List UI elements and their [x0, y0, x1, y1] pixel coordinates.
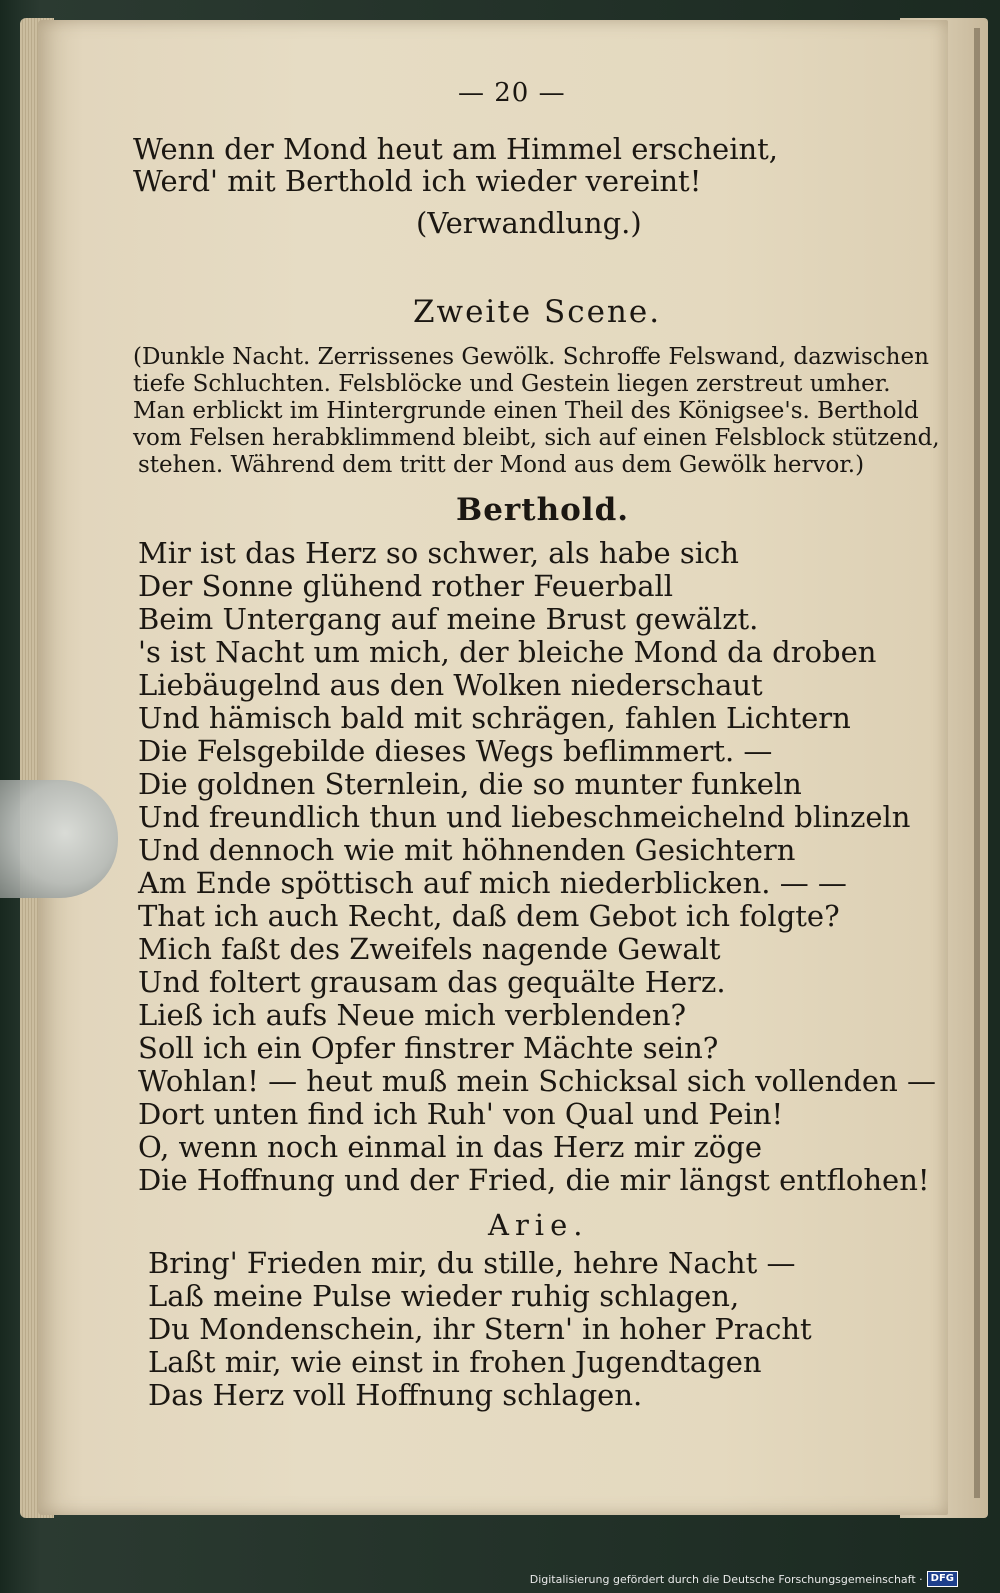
- page-number: — 20 —: [458, 78, 566, 108]
- verse-line: Liebäugelnd aus den Wolken niederschaut: [138, 668, 763, 702]
- speaker-name: Berthold.: [456, 492, 630, 528]
- verse-line: Werd' mit Berthold ich wieder vereint!: [133, 164, 702, 198]
- verse-line: Soll ich ein Opfer finstrer Mächte sein?: [138, 1031, 719, 1065]
- verse-line: Der Sonne glühend rother Feuerball: [138, 569, 674, 603]
- page-text: [38, 20, 948, 1515]
- scene-heading: Zweite Scene.: [413, 294, 662, 330]
- arie-line: Du Mondenschein, ihr Stern' in hoher Pracht: [148, 1312, 812, 1346]
- digitization-footer: [530, 1570, 958, 1588]
- stage-direction-line: (Dunkle Nacht. Zerrissenes Gewölk. Schroffe Felswand, dazwischen: [133, 344, 929, 370]
- verse-line: Mir ist das Herz so schwer, als habe sich: [138, 536, 739, 570]
- verse-line: Die Hoffnung und der Fried, die mir längst entflohen!: [138, 1163, 930, 1197]
- verse-line: That ich auch Recht, daß dem Gebot ich folgte?: [138, 899, 840, 933]
- verse-line: Und hämisch bald mit schrägen, fahlen Lichtern: [138, 701, 851, 735]
- stage-direction-line: vom Felsen herabklimmend bleibt, sich auf einen Felsblock stützend,: [133, 425, 940, 451]
- verse-line: O, wenn noch einmal in das Herz mir zöge: [138, 1130, 762, 1164]
- stage-direction-line: Man erblickt im Hintergrunde einen Theil des Königsee's. Berthold: [133, 398, 919, 424]
- thumb-holding-page: [0, 780, 118, 898]
- verse-line: Am Ende spöttisch auf mich niederblicken. — —: [138, 866, 847, 900]
- arie-line: Das Herz voll Hoffnung schlagen.: [148, 1378, 643, 1412]
- verse-line: Und dennoch wie mit höhnenden Gesichtern: [138, 833, 796, 867]
- verse-line: Wenn der Mond heut am Himmel erscheint,: [133, 132, 779, 166]
- dfg-logo: DFG: [927, 1571, 958, 1587]
- verse-line: Dort unten find ich Ruh' von Qual und Pein!: [138, 1097, 784, 1131]
- verse-line: Beim Untergang auf meine Brust gewälzt.: [138, 602, 759, 636]
- verse-line: 's ist Nacht um mich, der bleiche Mond da droben: [138, 635, 877, 669]
- stage-transition: (Verwandlung.): [416, 206, 642, 240]
- verse-line: Und foltert grausam das gequälte Herz.: [138, 965, 726, 999]
- arie-line: Bring' Frieden mir, du stille, hehre Nacht —: [148, 1246, 796, 1280]
- verse-line: Ließ ich aufs Neue mich verblenden?: [138, 998, 687, 1032]
- verse-line: Wohlan! — heut muß mein Schicksal sich vollenden —: [138, 1064, 936, 1098]
- arie-line: Laßt mir, wie einst in frohen Jugendtagen: [148, 1345, 762, 1379]
- footer-text: Digitalisierung gefördert durch die Deutsche Forschungsgemeinschaft ·: [529, 1572, 923, 1586]
- stage-direction-line: stehen. Während dem tritt der Mond aus dem Gewölk hervor.): [138, 452, 865, 478]
- book-page: [38, 20, 948, 1515]
- verse-line: Und freundlich thun und liebeschmeichelnd blinzeln: [138, 800, 911, 834]
- stage-direction-line: tiefe Schluchten. Felsblöcke und Gestein liegen zerstreut umher.: [133, 371, 891, 397]
- arie-line: Laß meine Pulse wieder ruhig schlagen,: [148, 1279, 740, 1313]
- arie-heading: Arie.: [488, 1208, 589, 1242]
- verse-line: Die Felsgebilde dieses Wegs beflimmert. —: [138, 734, 773, 768]
- verse-line: Die goldnen Sternlein, die so munter funkeln: [138, 767, 802, 801]
- verse-line: Mich faßt des Zweifels nagende Gewalt: [138, 932, 721, 966]
